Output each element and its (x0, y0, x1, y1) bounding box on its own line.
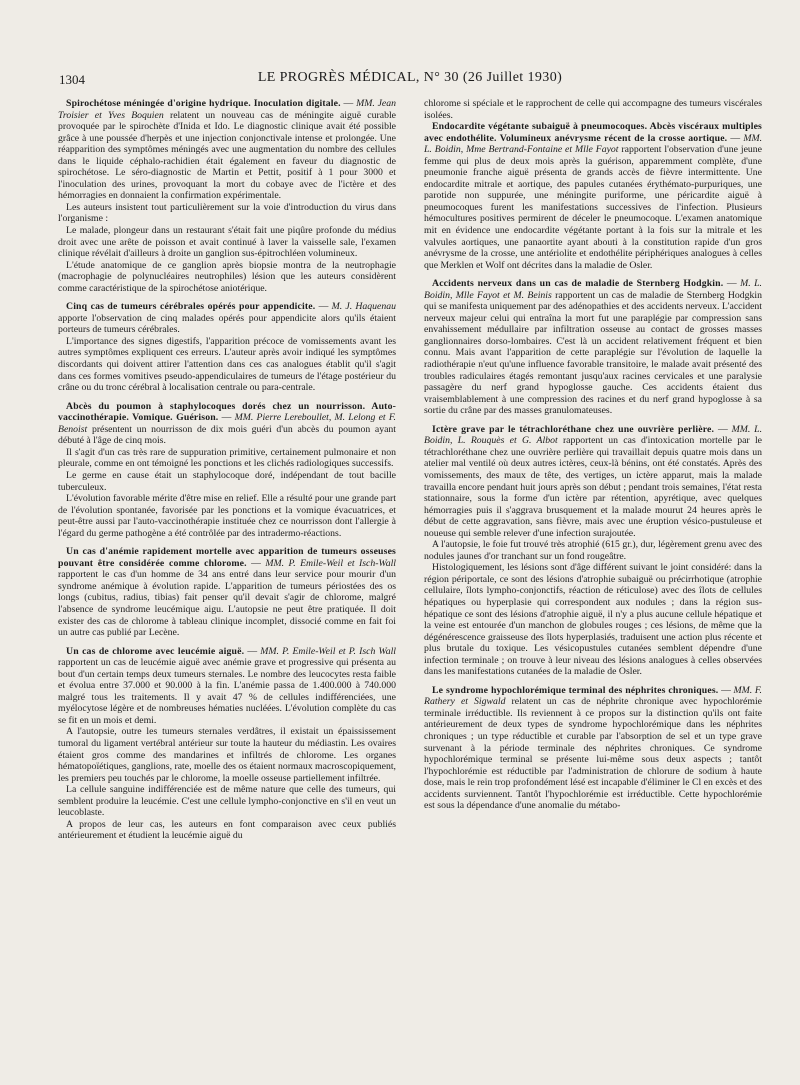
article-paragraph: A l'autopsie, le foie fut trouvé très atrophié (615 gr.), dur, légèrement grenu avec des nodules jaunes d'or tranchant sur un fond rougeâtre. (424, 539, 762, 562)
article (424, 121, 762, 271)
article-paragraph: L'évolution favorable mérite d'être mise en relief. Elle a résulté pour une grande part de l'évolution spontanée, favorisée par les ponctions et la vomique évacuatrices, et peut-être aussi par l'auto-vaccinothérapie instituée chez ce nourrisson dont l'allergie à l'égard du germe pathogène a été contrôlée par des intradermo-réactions. (58, 493, 396, 539)
article-paragraph: Histologiquement, les lésions sont d'âge différent suivant le joint considéré: dans la région périportale, ce sont des lésions d'atrophie subaiguë ou précirrhotique (atrophie cellulaire, îlots lympho-conjonctifs, réaction de réticulose) avec des îlots de cellules hépatiques ou hyperplasie qui correspondent aux nodules ; dans la région sus-hépatique ce sont des lésions d'atrophie aiguë, il n'y a plus aucune cellule hépatique et la veine est entourée d'un manchon de globules rouges ; ces lésions, de même que la dégénérescence graisseuse des îlots hyperplasiés, traduisent une action plus récente et plus brutale du toxique. Les vésicopustules cutanées semblent dépendre d'une infection terminale ; on trouve à leur niveau des lésions analogues à celles observées dans les manifestations cutanées de la maladie de Osler. (424, 562, 762, 678)
article-authors: MM. Pierre Lereboullet, M. Lelong et F. Benoist (58, 412, 396, 435)
article-paragraph: L'importance des signes digestifs, l'apparition précoce de vomissements avant les autres symptômes expliquent ces erreurs. L'auteur après avoir indiqué les symptômes discordants qui doivent attirer l'attention dans ces cas analogues établit qu'il s'agit dans ces formes vomitives pseudo-appendiculaires de tumeurs de l'étage postérieur du crâne ou du tronc cérébral à localisation centrale ou para-centrale. (58, 335, 396, 394)
article-authors: MM. Jean Troisier et Yves Boquien (58, 98, 396, 121)
title-dash: — (727, 132, 744, 144)
title-dash: — (723, 278, 741, 290)
title-dash: — (315, 301, 332, 313)
article-lead (424, 424, 762, 539)
article-paragraph: A propos de leur cas, les auteurs en font comparaison avec ceux publiés antérieurement et étudient la leucémie aiguë du (58, 818, 396, 842)
article-authors: M. J. Haquenau (331, 301, 396, 313)
article-title: Endocardite végétante subaiguë à pneumocoques. Abcès viscéraux multiples avec endothélite. Volumineux anévrysme récent de la crosse aortique. (424, 121, 762, 144)
article-text: présentent un nourrisson de dix mois guéri d'un abcès du poumon ayant débuté à l'âge de cinq mois. (58, 423, 396, 447)
article-lead (58, 646, 396, 727)
title-dash: — (244, 645, 261, 657)
article-text: relatent un nouveau cas de méningite aiguë curable provoquée par le spirochète d'Inida et Ido. Le diagnostic clinique avait été possible grâce à une poussée d'herpès et une injection conjonctivale intense et prolongée. Une réapparition des symptômes méningés avec une augmentation du nombre des cellules dans le liquide céphalo-rachidien était également en faveur du diagnostic de spirochétose. Le séro-diagnostic de Martin et Pettit, positif à 1 pour 3000 et l'inoculation des urines, provoquant la mort du cobaye avec de l'ictère et des hémorragies en donnaient la confirmation expérimentale. (58, 109, 396, 202)
page-number: 1304 (59, 72, 85, 87)
article-title: Spirochétose méningée d'origine hydrique. Inoculation digitale. (66, 98, 341, 109)
title-dash: — (246, 557, 266, 569)
article-lead (58, 98, 396, 202)
article (424, 685, 762, 812)
article-lead (424, 685, 762, 812)
article-authors: MM. L. Boidin, L. Rouquès et G. Albot (424, 423, 762, 447)
article-lead (424, 278, 762, 417)
article-text: rapportent un cas de leucémie aiguë avec anémie grave et progressive qui présenta au bout d'un certain temps deux tumeurs sternales. Le nombre des leucocytes resta faible et évolua entre 37.000 et 90.000 à la fin. L'anémie passa de 1.400.000 à 740.000 malgré tous les traitements. Il y avait 47 % de cellules indifférenciées, une myélocytose légère et de nombreuses hématies nucléées. L'évolution complète du cas se fit en un mois et demi. (58, 657, 396, 726)
article-title: Ictère grave par le tétrachloréthane chez une ouvrière perlière. (432, 423, 715, 435)
article-paragraph: La cellule sanguine indifférenciée est de même nature que celle des tumeurs, qui semblent produire la leucémie. C'est une cellule lympho-conjonctive en s'il en veut un leucoblaste. (58, 784, 396, 819)
article-lead (58, 401, 396, 447)
title-dash: — (718, 684, 734, 696)
article-paragraph: L'étude anatomique de ce ganglion après biopsie montra de la neutrophagie (macrophagie de polynucléaires neutrophiles) lésion que les auteurs considèrent comme caractéristique de la spirochétose aniotérique. (58, 259, 396, 294)
article (424, 424, 762, 678)
article-authors: M. L. Boidin, Mlle Fayot et M. Beinis (424, 278, 762, 301)
article-paragraph: Le malade, plongeur dans un restaurant s'était fait une piqûre profonde du médius droit avec une arête de poisson et avait continué à laver la vaisselle sale, l'examen clinique révélait d'ailleurs à droite un ganglion sus-épitrochléen volumineux. (58, 225, 396, 260)
article-paragraph: Les auteurs insistent tout particulièrement sur la voie d'introduction du virus dans l'organisme : (58, 201, 396, 225)
article-title: Accidents nerveux dans un cas de maladie de Sternberg Hodgkin. (432, 278, 724, 290)
article-authors: MM. L. Boidin, Mme Bertrand-Fontaine et Mlle Fayot (424, 132, 762, 156)
article-text: apporte l'observation de cinq malades opérés pour appendicite alors qu'ils étaient porteurs de tumeurs cérébrales. (58, 312, 396, 336)
article-text: rapportent un cas de maladie de Sternberg Hodgkin qui se manifesta uniquement par des adénopathies et des accidents nerveux. L'accident nerveux majeur celui qui entraîna la mort fut une paraplégie par compression sans envahissement médullaire par infiltration osseuse au contact de grosses masses ganglionnaires dorso-lombaires. C'est là un accident relativement fréquent et bien connu. Mais avant l'apparition de cette paraplégie sur l'évolution de laquelle la radiothérapie n'eut qu'une influence favorable transitoire, le malade avait présenté des troubles radiculaires étagés remontant jusqu'aux racines cervicales et une paralysie passagère du nerf grand hypoglosse gauche. Ces accidents étaient dus vraisemblablement à une compression des racines et du nerf grand hypoglosse à sa sortie du crâne par des masses granulomateuses. (424, 289, 762, 417)
article-lead (424, 121, 762, 271)
article-title: Le syndrome hypochlorémique terminal des néphrites chroniques. (432, 684, 719, 696)
article-lead (58, 301, 396, 336)
article (424, 278, 762, 417)
article-title: Cinq cas de tumeurs cérébrales opérés pour appendicite. (66, 301, 316, 313)
article-text: rapportent l'observation d'une jeune femme qui plus de deux mois après la guérison, apparemment complète, d'une pneumonie franche aiguë présenta de grands accès de fièvre intermittente. Une endocardite mitrale et aortique, des papules cutanées érythémato-purpuriques, une parotide non suppurée, une méningite puriforme, une péricardite aiguë à pneumocoques furent les manifestations successives de l'infection. Plusieurs hémocultures positives permirent de déceler le pneumocoque. L'examen anatomique mit en évidence une endocardite végétante portant à la fois sur la mitrale et les valvules aortiques, une panaortite ayant abouti à la constitution rapide d'un gros anévrysme de la crosse, une antériolite et endothélite périphériques analogues à celles que Merklen et Wolf ont décrites dans la maladie de Osler. (424, 144, 762, 271)
article-paragraph: Il s'agit d'un cas très rare de suppuration primitive, certainement pulmonaire et non pleurale, comme en ont témoigné les ponctions et les clichés radiologiques successifs. (58, 446, 396, 470)
article-title: Un cas de chlorome avec leucémie aiguë. (66, 645, 245, 657)
article-authors: MM. P. Emile-Weil et Isch-Wall (265, 557, 396, 569)
running-title: LE PROGRÈS MÉDICAL, N° 30 (26 Juillet 1930) (257, 70, 563, 85)
continued-text: chlorome si spéciale et le rapprochent de celle qui accompagne des tumeurs viscérales isolées. (424, 98, 762, 121)
article-authors: MM. F. Rathery et Sigwald (424, 684, 762, 708)
article-text: relatent un cas de néphrite chronique avec hypochlorémie terminale irréductible. Ils reviennent à ce propos sur la distinction qu'ils ont faite antérieurement de deux types de syndrome hypochlorémique dans les néphrites chroniques ; un type réductible et curable par l'absorption de sel et un type grave survenant à la période terminale des néphrites chroniques. Ce syndrome hypochlorémique terminal se présente lui-même sous deux aspects ; tantôt l'hypochlorémie est réductible par l'administration de chlorure de sodium à haute dose, mais le rein trop profondément lésé est incapable d'éliminer le Cl en excès et des accidents surviennent. Tantôt l'hypochlorémie est irréductible. Cette hypochlorémie est sous la dépendance d'une anomalie du métabo- (424, 696, 762, 812)
article-lead (58, 546, 396, 638)
title-dash: — (218, 412, 235, 424)
article (58, 546, 396, 638)
left-column (58, 98, 396, 1058)
article-text: rapportent le cas d'un homme de 34 ans entré dans leur service pour mourir d'un syndrome anémique à évolution rapide. L'apparition de tumeurs périostées des os longs (cubitus, radius, tibias) fait penser qu'il devait s'agir de chlorome, malgré l'absence de syndrome leucémique aigu. L'autopsie ne peut être pratiquée. Il doit exister des cas de chlorome à tableau clinique incomplet, dissocié comme en fait foi un autre cas publié par Lecène. (58, 569, 396, 639)
title-dash: — (340, 98, 357, 109)
article (58, 646, 396, 842)
right-column (424, 98, 762, 1058)
article-paragraph: Le germe en cause était un staphylocoque doré, indépendant de tout bacille tuberculeux. (58, 469, 396, 493)
article (58, 301, 396, 393)
article (58, 401, 396, 540)
page-header (59, 70, 761, 92)
article-paragraph: A l'autopsie, outre les tumeurs sternales verdâtres, il existait un épaississement tumoral du ligament vertébral antérieur sur toute la hauteur du médiastin. Les ovaires étaient gros comme des mandarines et infiltrés de chlorome. Les organes hématopoïétiques, ganglions, rate, moelle des os étaient normaux macroscopiquement, les premiers peu touchés par le chlorome, la moelle osseuse partiellement infiltrée. (58, 726, 396, 784)
article-title: Un cas d'anémie rapidement mortelle avec apparition de tumeurs osseuses pouvant être considérée comme chlorome. (58, 546, 396, 569)
article-text: rapportent un cas d'intoxication mortelle par le tétrachloréthane chez une ouvrière perlière qui travaillait depuis quatre mois dans un atelier mal ventilé où deux autres ictères, ceux-là bénins, ont été constatés. Après des vomissements, des maux de tête, des vertiges, un ictère apparut, mais la malade travailla encore pendant huit jours après son début ; pendant trois semaines, l'état resta stationnaire, sous la forme d'un ictère par rétention, apyrétique, avec quelques hémorragies puis il s'aggrava brusquement et la malade mourut 24 heures après le début de cette aggravation, sans fièvre, mais avec une éruption vésico-pustuleuse et noueuse qui semble relever d'une infection surajoutée. (424, 435, 762, 539)
article-title: Abcès du poumon à staphylocoques dorés chez un nourrisson. Auto-vaccinothérapie. Vomique. Guérison. (58, 400, 396, 424)
article-authors: MM. P. Emile-Weil et P. Isch Wall (260, 645, 396, 657)
article (58, 98, 396, 294)
title-dash: — (714, 423, 732, 435)
